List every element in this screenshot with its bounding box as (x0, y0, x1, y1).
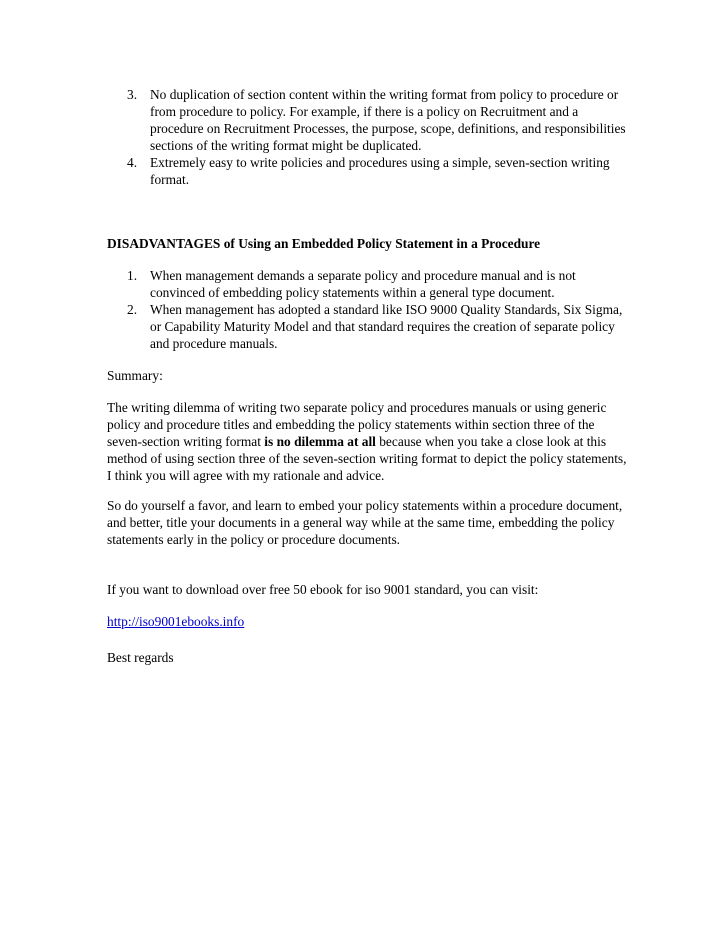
list-number: 4. (127, 155, 138, 170)
summary-paragraph (107, 399, 627, 484)
link-line (107, 613, 627, 630)
list-item (107, 154, 627, 188)
list-number: 2. (127, 302, 138, 317)
download-text: If you want to download over free 50 ebook for iso 9001 standard, you can visit: (107, 582, 539, 597)
advice-paragraph: So do yourself a favor, and learn to embed your policy statements within a procedure document, and better, title your documents in a general way while at the same time, embedding the policy statements early in the policy or procedure documents. (107, 498, 623, 547)
list-number: 1. (127, 268, 138, 283)
list-number: 3. (127, 87, 138, 102)
ebooks-link[interactable]: http://iso9001ebooks.info (107, 614, 245, 629)
summary-text-start: The writing dilemma of writing two separate policy and procedures manuals or using generic policy and procedure titles and embedding the policy statements within section three of the seven-section writing format (107, 400, 607, 449)
list-item-text: Extremely easy to write policies and procedures using a simple, seven-section writing format. (150, 155, 610, 187)
disadvantages-heading: DISADVANTAGES of Using an Embedded Policy Statement in a Procedure (107, 236, 541, 251)
signoff: Best regards (107, 650, 174, 665)
list-item-text: When management has adopted a standard like ISO 9000 Quality Standards, Six Sigma, or Capability Maturity Model and that standard requires the creation of separate policy and procedure manuals. (150, 302, 623, 351)
disadvantages-list (107, 267, 627, 352)
list-item-text: When management demands a separate policy and procedure manual and is not convinced of embedding policy statements within a general type document. (150, 268, 576, 300)
summary-text-end: because when you take a close look at this method of using section three of the seven-section writing format to depict the policy statements, I think you will agree with my rationale and advice. (107, 434, 627, 483)
list-item (107, 301, 627, 352)
list-item (107, 267, 627, 301)
summary-label: Summary: (107, 368, 163, 383)
list-item-text: No duplication of section content within the writing format from policy to procedure or from procedure to policy. For example, if there is a policy on Recruitment and a procedure on Recruitment Processes, the purpose, scope, definitions, and responsibilities sections of the writing format might be duplicated. (150, 87, 626, 153)
advantages-list (107, 86, 627, 188)
list-item (107, 86, 627, 154)
summary-emphasis: is no dilemma at all (264, 434, 376, 449)
